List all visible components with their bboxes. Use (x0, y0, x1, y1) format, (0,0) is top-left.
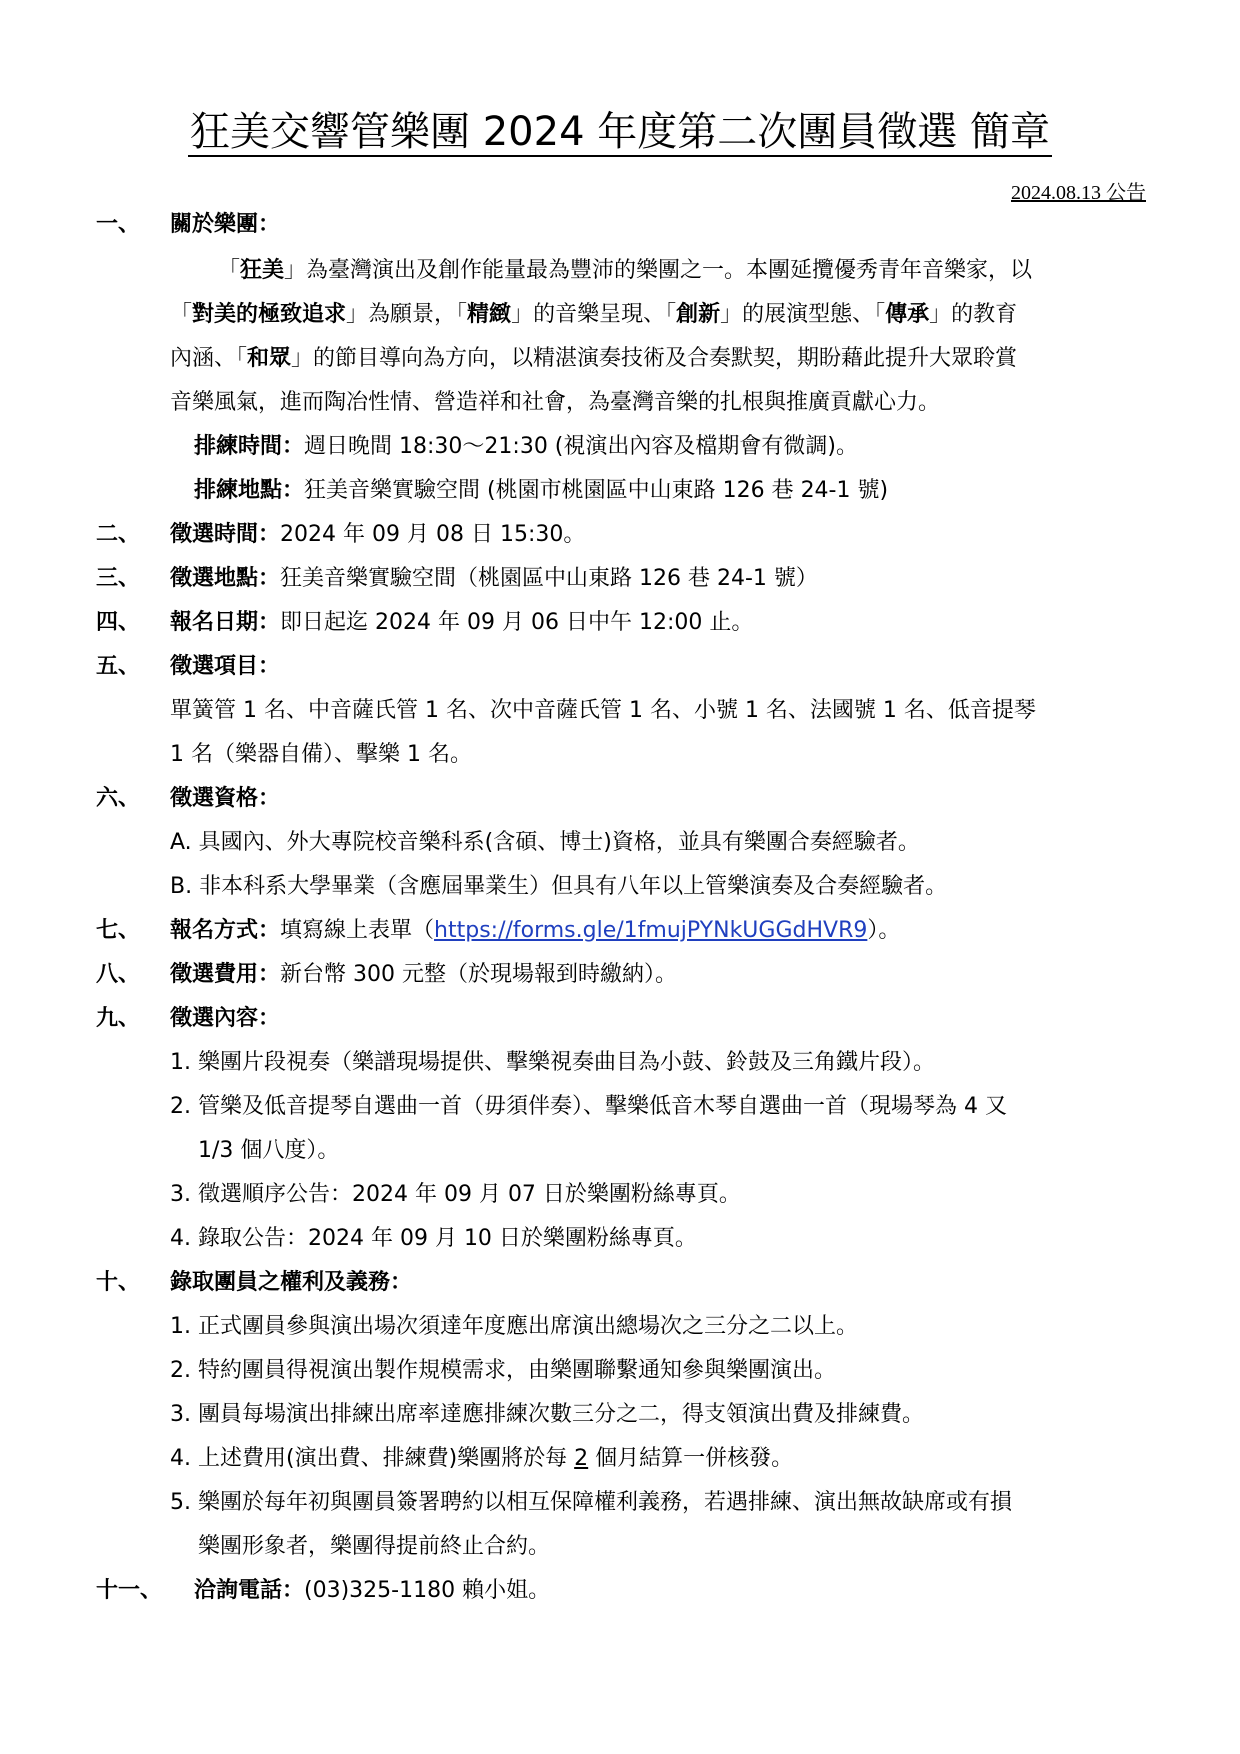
audition-time: 徵選時間：2024 年 09 月 08 日 15:30。 (170, 522, 586, 547)
rights-duties-item: 3. 團員每場演出排練出席率達應排練次數三分之二，得支領演出費及排練費。 (170, 1402, 924, 1427)
section-number: 七、 (96, 918, 141, 943)
about-paragraph-line: 「狂美」為臺灣演出及創作能量最為豐沛的樂團之一。本團延攬優秀青年音樂家，以 (218, 258, 1033, 283)
about-paragraph-line: 內涵、「和眾」的節目導向為方向，以精湛演奏技術及合奏默契，期盼藉此提升大眾聆賞 (170, 346, 1018, 371)
section-number: 一、 (96, 212, 141, 237)
section-number: 八、 (96, 962, 141, 987)
section-number: 五、 (96, 654, 141, 679)
section-number: 四、 (96, 610, 141, 635)
audition-content-item: 1/3 個八度）。 (198, 1138, 340, 1163)
audition-items-line: 單簧管 1 名、中音薩氏管 1 名、次中音薩氏管 1 名、小號 1 名、法國號 1 名、低音提琴 (170, 698, 1036, 723)
rights-duties-item: 2. 特約團員得視演出製作規模需求，由樂團聯繫通知參與樂團演出。 (170, 1358, 836, 1383)
section-number: 十一、 (96, 1578, 163, 1603)
audition-content-item: 1. 樂團片段視奏（樂譜現場提供、擊樂視奏曲目為小鼓、鈴鼓及三角鐵片段）。 (170, 1050, 935, 1075)
page-title: 狂美交響管樂團 2024 年度第二次團員徵選 簡章 (190, 109, 1050, 155)
audition-fee: 徵選費用：新台幣 300 元整（於現場報到時繳納）。 (170, 962, 677, 987)
section-number: 九、 (96, 1006, 141, 1031)
registration-form-link[interactable]: https://forms.gle/1fmujPYNkUGGdHVR9 (434, 918, 868, 943)
registration-method: 報名方式：填寫線上表單（https://forms.gle/1fmujPYNkUGGdHVR9）。 (170, 918, 901, 943)
section-heading: 關於樂團： (170, 212, 281, 237)
rights-duties-item: 5. 樂團於每年初與團員簽署聘約以相互保障權利義務，若遇排練、演出無故缺席或有損 (170, 1490, 1012, 1515)
rights-duties-item: 1. 正式團員參與演出場次須達年度應出席演出總場次之三分之二以上。 (170, 1314, 858, 1339)
rehearsal-place: 排練地點：狂美音樂實驗空間 (桃園市桃園區中山東路 126 巷 24-1 號) (194, 478, 889, 503)
rights-duties-item: 4. 上述費用(演出費、排練費)樂團將於每 2 個月結算一併核發。 (170, 1446, 794, 1471)
qualification-item: B. 非本科系大學畢業（含應屆畢業生）但具有八年以上管樂演奏及合奏經驗者。 (170, 874, 948, 899)
section-number: 三、 (96, 566, 141, 591)
audition-place: 徵選地點：狂美音樂實驗空間（桃園區中山東路 126 巷 24-1 號） (170, 566, 818, 591)
rehearsal-time: 排練時間：週日晚間 18:30～21:30 (視演出內容及檔期會有微調)。 (194, 434, 858, 459)
audition-content-item: 2. 管樂及低音提琴自選曲一首（毋須伴奏）、擊樂低音木琴自選曲一首（現場琴為 4 又 (170, 1094, 1007, 1119)
section-heading: 徵選資格： (170, 786, 281, 811)
section-number: 六、 (96, 786, 141, 811)
contact-phone: 洽詢電話：(03)325-1180 賴小姐。 (194, 1578, 551, 1603)
qualification-item: A. 具國內、外大專院校音樂科系(含碩、博士)資格，並具有樂團合奏經驗者。 (170, 830, 920, 855)
section-heading: 徵選項目： (170, 654, 281, 679)
audition-items-line: 1 名（樂器自備）、擊樂 1 名。 (170, 742, 472, 767)
audition-content-item: 3. 徵選順序公告：2024 年 09 月 07 日於樂團粉絲專頁。 (170, 1182, 741, 1207)
about-paragraph-line: 音樂風氣，進而陶冶性情、營造祥和社會，為臺灣音樂的扎根與推廣貢獻心力。 (170, 390, 941, 415)
section-number: 二、 (96, 522, 141, 547)
about-paragraph-line: 「對美的極致追求」為願景，「精緻」的音樂呈現、「創新」的展演型態、「傳承」的教育 (170, 302, 1018, 327)
announce-date: 2024.08.13 公告 (1011, 182, 1146, 204)
section-number: 十、 (96, 1270, 141, 1295)
section-heading: 徵選內容： (170, 1006, 281, 1031)
registration-date: 報名日期：即日起迄 2024 年 09 月 06 日中午 12:00 止。 (170, 610, 754, 635)
audition-content-item: 4. 錄取公告：2024 年 09 月 10 日於樂團粉絲專頁。 (170, 1226, 697, 1251)
section-heading: 錄取團員之權利及義務： (170, 1270, 413, 1295)
rights-duties-item: 樂團形象者，樂團得提前終止合約。 (198, 1534, 551, 1559)
